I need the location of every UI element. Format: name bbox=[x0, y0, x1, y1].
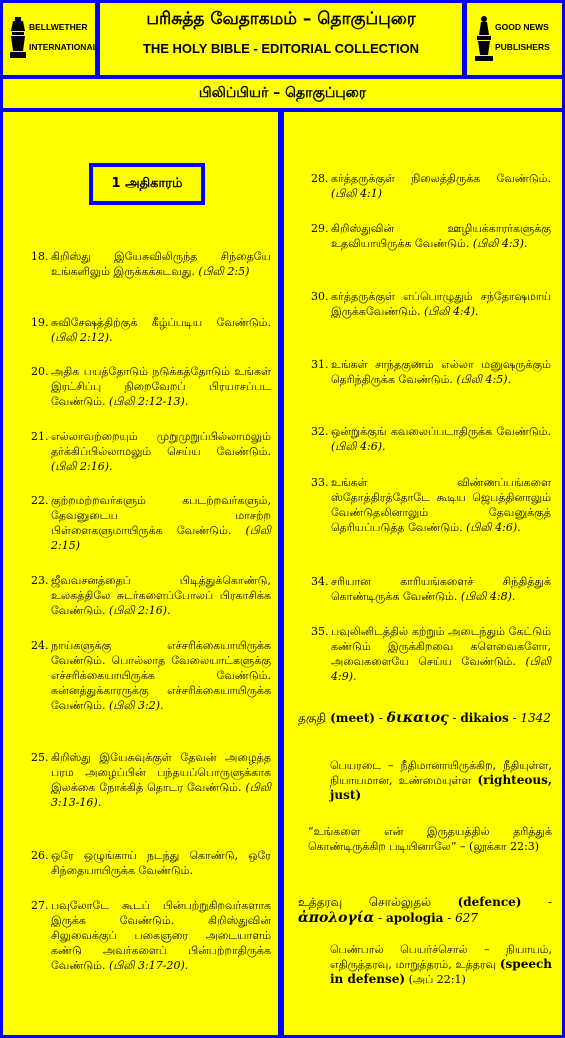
list-item bbox=[31, 848, 271, 878]
item-text: சுவிசேஷத்திற்குக் கீழ்ப்படிய வேண்டும். bbox=[51, 316, 271, 329]
def-english: (meet) bbox=[330, 711, 375, 725]
def-ref: (அப் 22:1) bbox=[408, 973, 466, 986]
list-item bbox=[31, 249, 271, 279]
item-number: 32. bbox=[311, 425, 329, 438]
item-ref: (பிலி 3:17-20). bbox=[109, 959, 189, 972]
bellwether-emblem-icon bbox=[9, 17, 27, 61]
item-number: 27. bbox=[31, 899, 49, 912]
item-ref: (பிலி 4:1) bbox=[331, 187, 383, 200]
quote bbox=[308, 824, 552, 854]
item-number: 20. bbox=[31, 365, 49, 378]
list-item bbox=[31, 364, 271, 409]
bellwether-line1: BELLWETHER bbox=[29, 22, 88, 32]
item-text: எல்லாவற்றையும் முறுமுறுப்பில்லாமலும் தர்க்கிப்பில்லாமலும் செய்ய வேண்டும். bbox=[51, 430, 271, 458]
item-text: பவுலோடே கூடப் பின்பற்றுகிறவர்களாக இருக்க வேண்டும். கிறிஸ்துவின் சிலுவைக்குப் பகைஞரை அடையாளம் கண்டு அவர்களைப் பின்பற்றாதிருக்க வேண்டும். bbox=[51, 899, 271, 972]
list-item bbox=[311, 221, 551, 251]
item-ref: (பிலி 2:12). bbox=[51, 331, 113, 344]
quote-text: “உங்களை என் இருதயத்தில் தரித்துக் கொண்டிருக்கிற படியினாலே” – bbox=[308, 825, 552, 853]
title-tamil: பரிசுத்த வேதாகமம் – தொகுப்புரை bbox=[146, 9, 416, 29]
item-ref: (பிலி 4:8). bbox=[460, 590, 516, 603]
def-greek: ἀπολογία bbox=[298, 910, 375, 926]
chapter-heading: 1 அதிகாரம் bbox=[89, 163, 205, 205]
item-ref: (பிலி 4:9). bbox=[331, 655, 551, 683]
def-english: (defence) bbox=[457, 895, 522, 909]
list-item bbox=[31, 429, 271, 474]
item-ref: (பிலி 3:2). bbox=[109, 699, 164, 712]
header-title-box bbox=[100, 3, 462, 75]
item-text: ஒரே ஒழுங்காய் நடந்து கொண்டு, ஒரே சிந்தையாயிருக்க வேண்டும். bbox=[51, 849, 271, 877]
def-word: உத்தரவு சொல்லுதல் bbox=[298, 895, 432, 909]
item-text: கர்த்தருக்குள் நிலைத்திருக்க வேண்டும். bbox=[331, 172, 551, 185]
item-text: ஜீவவசனத்தைப் பிடித்துக்கொண்டு, உலகத்திலே சுடர்களைப்போலப் பிரகாசிக்க வேண்டும். bbox=[51, 574, 271, 617]
list-item bbox=[311, 424, 551, 454]
list-item bbox=[311, 624, 551, 684]
item-number: 21. bbox=[31, 430, 49, 443]
item-number: 23. bbox=[31, 574, 49, 587]
bellwether-line2: INTERNATIONAL bbox=[29, 42, 98, 52]
item-number: 31. bbox=[311, 358, 329, 371]
item-text: அதிக பயத்தோடும் நடுக்கத்தோடும் உங்கள் இரட்சிப்பு நிறைவேறப் பிரயாசப்பட வேண்டும். bbox=[51, 365, 271, 408]
item-number: 22. bbox=[31, 494, 49, 507]
item-number: 25. bbox=[31, 751, 49, 764]
def-number: 627 bbox=[455, 911, 479, 925]
definition-body bbox=[330, 942, 552, 987]
item-ref: (பிலி 2:5) bbox=[198, 265, 250, 278]
list-item bbox=[311, 357, 551, 387]
quote-ref: (லூக்கா 22:3) bbox=[469, 840, 540, 853]
item-number: 33. bbox=[311, 476, 329, 489]
subtitle-bar bbox=[3, 79, 562, 108]
goodnews-logo-box bbox=[467, 3, 562, 75]
item-number: 24. bbox=[31, 639, 49, 652]
definition-body bbox=[330, 758, 552, 803]
item-ref: (பிலி 4:6). bbox=[331, 440, 386, 453]
item-ref: (பிலி 4:5). bbox=[456, 373, 512, 386]
item-text: குற்றமற்றவர்களும் கபடற்றவர்களும், தேவனுடைய மாசற்ற பிள்ளைகளுமாயிருக்க வேண்டும். bbox=[51, 494, 271, 537]
item-number: 19. bbox=[31, 316, 49, 329]
list-item bbox=[311, 289, 551, 319]
item-ref: (பிலி 4:6). bbox=[466, 521, 521, 534]
list-item bbox=[31, 493, 271, 553]
goodnews-line1: GOOD NEWS bbox=[495, 22, 549, 32]
goodnews-line2: PUBLISHERS bbox=[495, 42, 550, 52]
item-text: ஒன்றுக்குங் கவலைப்படாதிருக்க வேண்டும். bbox=[331, 425, 551, 438]
item-number: 34. bbox=[311, 575, 329, 588]
def-gloss: (speech in defense) bbox=[330, 957, 552, 986]
def-greek: δικαιος bbox=[386, 710, 449, 726]
goodnews-logo bbox=[475, 15, 559, 65]
item-number: 35. bbox=[311, 625, 329, 638]
item-text: நாய்களுக்கு எச்சரிக்கையாயிருக்க வேண்டும். பொல்லாத வேலையாட்களுக்கு எச்சரிக்கையாயிருக்க வேண்டும். சுன்னத்துக்காரருக்கு எச்சரிக்கையாயிருக்க வேண்டும். bbox=[51, 639, 271, 712]
item-ref: (பிலி 2:12-13). bbox=[109, 395, 189, 408]
item-text: கர்த்தருக்குள் எப்பொழுதும் சந்தோஷமாய் இருக்கவேண்டும். bbox=[331, 290, 551, 318]
item-number: 18. bbox=[31, 250, 49, 263]
item-text: கிறிஸ்து இயேசுவுக்குள் தேவன் அழைத்த பரம அழைப்பின் பந்தயப்பொருளுக்காக இலக்கை நோக்கித் தொடர வேண்டும். bbox=[51, 751, 271, 794]
item-ref: (பிலி 4:4). bbox=[423, 305, 479, 318]
list-item bbox=[31, 898, 271, 973]
def-body-text: பெயரடை – நீதிமானாயிருக்கிற, நீதியுள்ள, நியாயமான, உண்மையுள்ள bbox=[330, 759, 552, 787]
list-item bbox=[31, 315, 271, 345]
item-text: உங்கள் சாந்தகுணம் எல்லா மனுஷருக்கும் தெரிந்திருக்க வேண்டும். bbox=[331, 358, 551, 386]
item-ref: (பிலி 3:13-16). bbox=[51, 781, 271, 809]
right-column bbox=[284, 112, 562, 1035]
item-text: சரியான காரியங்களைச் சிந்தித்துக் கொண்டிருக்க வேண்டும். bbox=[331, 575, 551, 603]
def-translit: dikaios bbox=[460, 711, 509, 725]
list-item bbox=[311, 475, 551, 535]
item-ref: (பிலி 2:16). bbox=[51, 460, 113, 473]
subtitle: பிலிப்பியர் – தொகுப்புரை bbox=[198, 85, 367, 101]
title-english: THE HOLY BIBLE - EDITORIAL COLLECTION bbox=[142, 41, 420, 56]
item-number: 29. bbox=[311, 222, 329, 235]
def-number: 1342 bbox=[520, 711, 551, 725]
list-item bbox=[311, 171, 551, 201]
item-ref: (பிலி 2:16). bbox=[109, 604, 171, 617]
bellwether-logo-box bbox=[3, 3, 98, 75]
list-item bbox=[31, 573, 271, 618]
item-text: பவுலினிடத்தில் கற்றும் அடைந்தும் கேட்டும் கண்டும் இருக்கிறவை களெவைகளோ, அவைகளையே செய்ய வேண்டும். bbox=[331, 625, 551, 668]
left-column bbox=[3, 112, 278, 1035]
def-gloss: (righteous, just) bbox=[330, 773, 553, 802]
item-text: கிறிஸ்து இயேசுவிலிருந்த சிந்தையே உங்களிலும் இருக்கக்கடவது. bbox=[51, 250, 271, 278]
definition-heading: உத்தரவு சொல்லுதல் (defence) - ἀπολογία - apologia - 627 bbox=[298, 895, 552, 926]
definition-heading: தகுதி (meet) - δικαιος - dikaios - 1342 bbox=[298, 710, 551, 726]
list-item bbox=[311, 574, 551, 604]
list-item bbox=[31, 638, 271, 713]
goodnews-emblem-icon bbox=[475, 15, 493, 61]
bellwether-logo bbox=[9, 17, 98, 65]
item-number: 28. bbox=[311, 172, 329, 185]
item-text: கிறிஸ்துவின் ஊழியக்காரர்களுக்கு உதவியாயிருக்க வேண்டும். bbox=[331, 222, 551, 250]
def-translit: apologia bbox=[386, 911, 444, 925]
def-body-text: பெண்பால் பெயர்ச்சொல் – நியாயம், எதிருத்தரவு, மாறுத்தரம், உத்தரவு bbox=[330, 943, 552, 971]
item-ref: (பிலி 2:15) bbox=[51, 524, 271, 552]
list-item bbox=[31, 750, 271, 810]
item-text: உங்கள் விண்ணப்பங்களை ஸ்தோத்திரத்தோடே கூடிய ஜெபத்தினாலும் வேண்டுதலினாலும் தேவனுக்குத் தெரியப்படுத்த வேண்டும். bbox=[331, 476, 551, 534]
item-number: 30. bbox=[311, 290, 329, 303]
item-ref: (பிலி 4:3). bbox=[472, 237, 528, 250]
item-number: 26. bbox=[31, 849, 49, 862]
def-word: தகுதி bbox=[298, 711, 327, 725]
